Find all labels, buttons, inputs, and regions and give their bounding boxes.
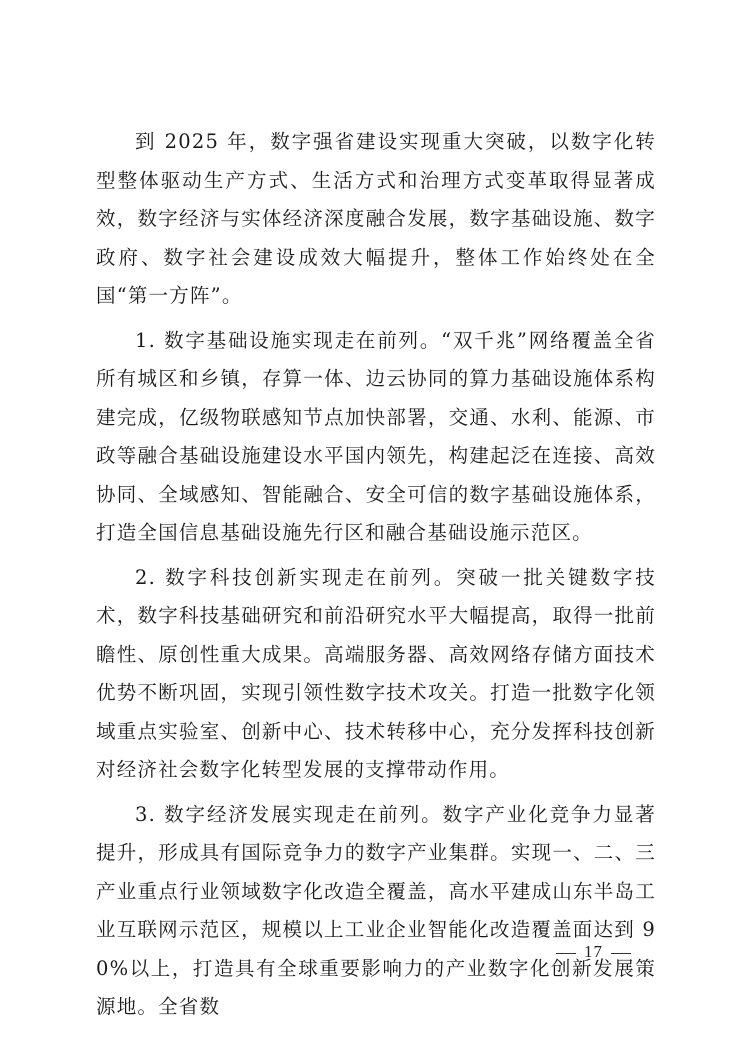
page-number [548,942,639,962]
page-number-dash-left [556,953,576,954]
paragraph-intro: 到 2025 年，数字强省建设实现重大突破，以数字化转型整体驱动生产方式、生活方式和治理方式变革取得显著成效，数字经济与实体经济深度融合发展，数字基础设施、数字政府、数字社会建设成效大幅提升，整体工作始终处在全国“第一方阵”。 [96,130,656,307]
page-number-value: 17 [584,942,603,961]
paragraph-digital-infrastructure: 1. 数字基础设施实现走在前列。“双千兆”网络覆盖全省所有城区和乡镇，存算一体、边云协同的算力基础设施体系构建完成，亿级物联感知节点加快部署，交通、水利、能源、市政等融合基础设施建设水平国内领先，构建起泛在连接、高效协同、全域感知、智能融合、安全可信的数字基础设施体系，打造全国信息基础设施先行区和融合基础设施示范区。 [96,328,656,544]
paragraph-digital-economy: 3. 数字经济发展实现走在前列。数字产业化竞争力显著提升，形成具有国际竞争力的数字产业集群。实现一、二、三产业重点行业领域数字化改造全覆盖，高水平建成山东半岛工业互联网示范区，规模以上工业企业智能化改造覆盖面达到 90%以上，打造具有全球重要影响力的产业数字化创新发展策源地。全省数 [96,802,656,1018]
document-body [96,123,656,1033]
page-number-dash-right [611,953,631,954]
paragraph-digital-tech-innovation: 2. 数字科技创新实现走在前列。突破一批关键数字技术，数字科技基础研究和前沿研究水平大幅提高，取得一批前瞻性、原创性重大成果。高端服务器、高效网络存储方面技术优势不断巩固，实现引领性数字技术攻关。打造一批数字化领域重点实验室、创新中心、技术转移中心，充分发挥科技创新对经济社会数字化转型发展的支撑带动作用。 [96,565,656,781]
